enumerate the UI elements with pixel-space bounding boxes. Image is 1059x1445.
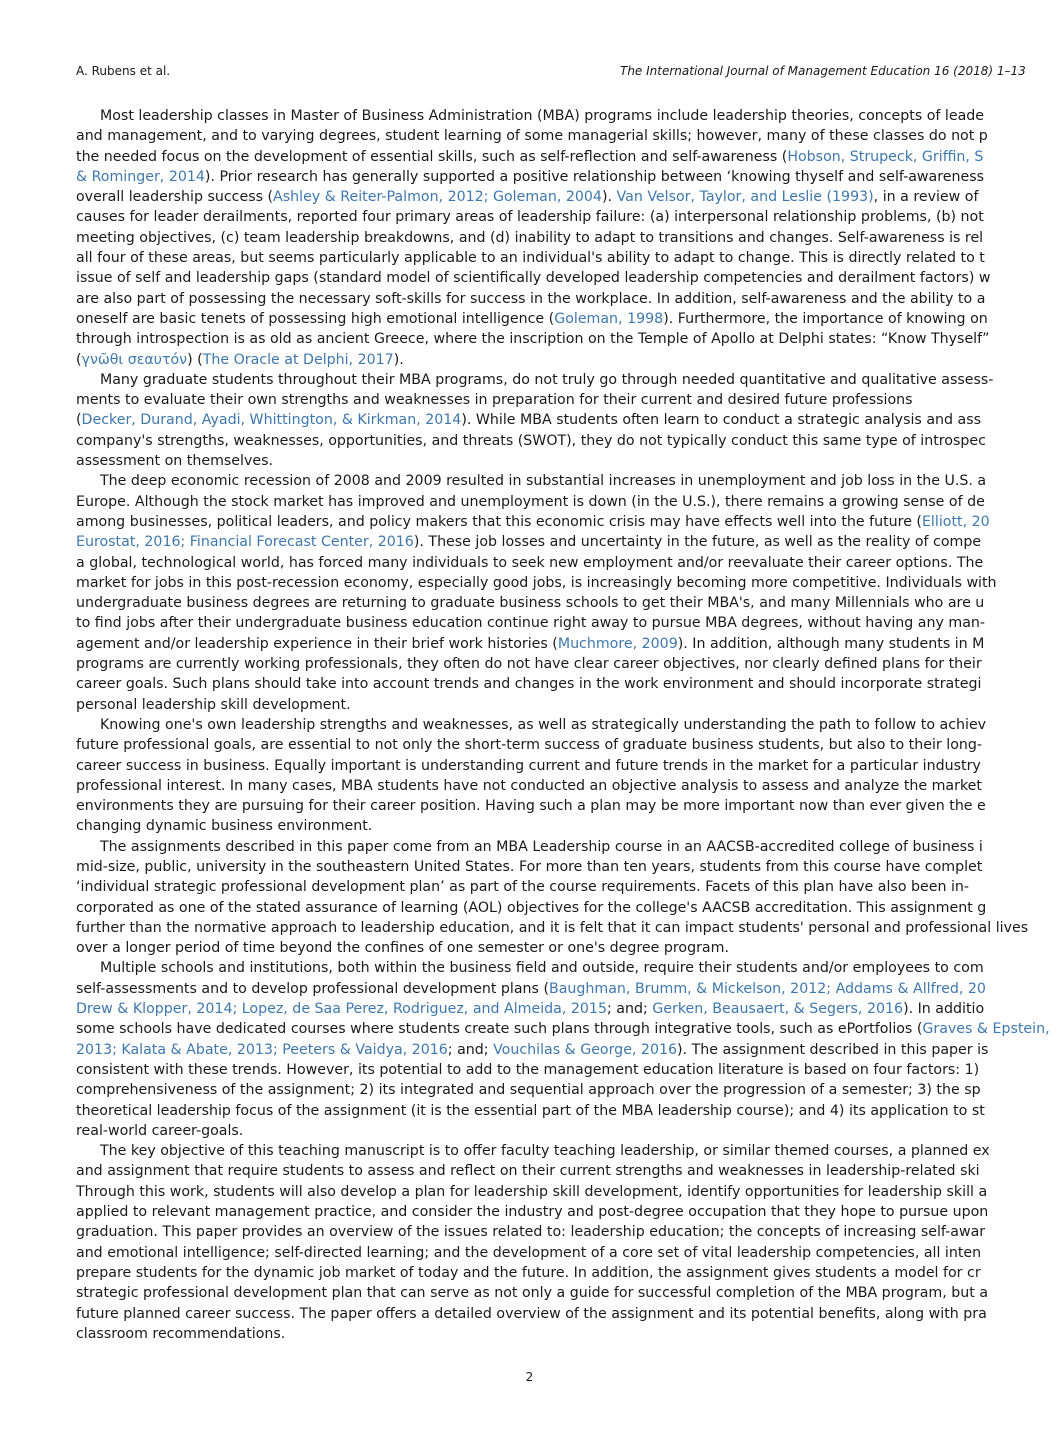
text-line (76, 674, 1059, 694)
text-line (76, 1222, 1059, 1242)
text-run: company's strengths, weaknesses, opportunities, and threats (SWOT), they do not typically conduct this same type of introspec (76, 432, 986, 449)
text-run: assessment on themselves. (76, 453, 273, 470)
text-run: ments to evaluate their own strengths and weaknesses in preparation for their current and desired future professions (76, 392, 913, 409)
text-run: the needed focus on the development of essential skills, such as self-reflection and self-awareness ( (76, 148, 788, 165)
text-run: The assignments described in this paper come from an MBA Leadership course in an AACSB-accredited college of business i (100, 838, 983, 855)
text-line (76, 1182, 1059, 1202)
text-run: ). (601, 189, 617, 206)
text-line (76, 1161, 1059, 1181)
text-line (76, 756, 1059, 776)
text-line (76, 147, 1059, 167)
text-line (76, 268, 1059, 288)
text-line (76, 1080, 1059, 1100)
text-line (76, 126, 1059, 146)
citation-link[interactable]: Drew & Klopper, 2014; Lopez, de Saa Perez, Rodriguez, and Almeida, 2015 (76, 1001, 607, 1018)
text-run: ( (76, 351, 82, 368)
text-run: Many graduate students throughout their MBA programs, do not truly go through needed quantitative and qualitative assess- (100, 371, 994, 388)
text-run: programs are currently working professionals, they often do not have clear career objectives, nor clearly defined plans for their (76, 656, 982, 673)
text-run: strategic professional development plan that can serve as not only a guide for successful completion of the MBA program, but a (76, 1285, 989, 1302)
text-run: Multiple schools and institutions, both within the business field and outside, require their students and/or employees to com (100, 960, 984, 977)
text-line (76, 857, 1059, 877)
text-run: Europe. Although the stock market has improved and unemployment is down (in the U.S.), there remains a growing sense of de (76, 493, 985, 510)
text-line (76, 958, 1059, 978)
text-run: classroom recommendations. (76, 1325, 286, 1342)
text-line (76, 695, 1059, 715)
text-run: a global, technological world, has forced many individuals to seek new employment and/or reevaluate their career options. The (76, 554, 984, 571)
citation-link[interactable]: γνῶθι σεαυτόν (81, 351, 188, 368)
text-run: are also part of possessing the necessary soft-skills for success in the workplace. In addition, self-awareness and the ability to a (76, 290, 986, 307)
text-run: The deep economic recession of 2008 and 2009 resulted in substantial increases in unemployment and job loss in the U.S. a (100, 473, 987, 490)
text-line (76, 1019, 1059, 1039)
text-line (76, 532, 1059, 552)
citation-link[interactable]: 2013; Kalata & Abate, 2013; Peeters & Vaidya, 2016 (76, 1041, 448, 1058)
text-run: ). In additio (903, 1001, 985, 1018)
text-line (76, 1101, 1059, 1121)
citation-link[interactable]: Elliott, 20 (921, 513, 990, 530)
text-run: future professional goals, are essential to not only the short-term success of graduate business students, but also to their long- (76, 737, 982, 754)
text-line (76, 410, 1059, 430)
text-line (76, 187, 1059, 207)
text-line (76, 228, 1059, 248)
text-line (76, 1121, 1059, 1141)
text-line (76, 1283, 1059, 1303)
text-run: environments they are pursuing for their career position. Having such a plan may be more important now than ever given the e (76, 798, 986, 815)
text-run: applied to relevant management practice, and consider the industry and post-degree occupation that they hope to pursue upon (76, 1204, 989, 1221)
text-run: career goals. Such plans should take into account trends and changes in the work environment and should incorporate strategi (76, 676, 982, 693)
text-run: some schools have dedicated courses where students create such plans through integrative tools, such as ePortfolios ( (76, 1021, 923, 1038)
text-line (76, 167, 1059, 187)
text-line (76, 289, 1059, 309)
text-line (76, 573, 1059, 593)
text-run: meeting objectives, (c) team leadership breakdowns, and (d) inability to adapt to transitions and changes. Self-awareness is rel (76, 229, 984, 246)
text-run: ( (76, 412, 82, 429)
citation-link[interactable]: Gerken, Beausaert, & Segers, 2016 (652, 1001, 904, 1018)
text-run: Knowing one's own leadership strengths and weaknesses, as well as strategically understanding the path to follow to achiev (100, 716, 987, 733)
text-line (76, 471, 1059, 491)
text-line (76, 776, 1059, 796)
text-run: ). (393, 351, 404, 368)
running-header-journal: The International Journal of Management Education 16 (2018) 1–13 (620, 64, 1026, 78)
text-run: ). Furthermore, the importance of knowing on (663, 310, 988, 327)
text-line (76, 593, 1059, 613)
text-line (76, 918, 1059, 938)
text-run: Through this work, students will also develop a plan for leadership skill development, identify opportunities for leadership skill a (76, 1183, 988, 1200)
text-run: changing dynamic business environment. (76, 818, 373, 835)
citation-link[interactable]: Eurostat, 2016; Financial Forecast Center, 2016 (76, 534, 414, 551)
citation-link[interactable]: Van Velsor, Taylor, and Leslie (1993) (616, 189, 874, 206)
text-run: graduation. This paper provides an overview of the issues related to: leadership education; the concepts of increasing self-awar (76, 1224, 986, 1241)
text-line (76, 553, 1059, 573)
text-line (76, 898, 1059, 918)
text-run: issue of self and leadership gaps (standard model of scientifically developed leadership competencies and derailment factors) w (76, 270, 991, 287)
text-run: among businesses, political leaders, and policy makers that this economic crisis may have effects well into the future ( (76, 513, 922, 530)
text-run: agement and/or leadership experience in their brief work histories ( (76, 635, 558, 652)
citation-link[interactable]: Ashley & Reiter-Palmon, 2012; Goleman, 2004 (273, 189, 602, 206)
text-line (76, 207, 1059, 227)
citation-link[interactable]: The Oracle at Delphi, 2017 (202, 351, 394, 368)
text-line (76, 837, 1059, 857)
text-run: oneself are basic tenets of possessing high emotional intelligence ( (76, 310, 555, 327)
text-line (76, 1040, 1059, 1060)
text-line (76, 877, 1059, 897)
text-line (76, 613, 1059, 633)
citation-link[interactable]: Graves & Epstein, (922, 1021, 1050, 1038)
citation-link[interactable]: Decker, Durand, Ayadi, Whittington, & Kirkman, 2014 (81, 412, 462, 429)
text-line (76, 654, 1059, 674)
text-run: ). The assignment described in this paper is (677, 1041, 989, 1058)
text-line (76, 106, 1059, 126)
text-line (76, 370, 1059, 390)
text-run: ; and; (607, 1001, 653, 1018)
text-run: corporated as one of the stated assurance of learning (AOL) objectives for the college's AACSB accreditation. This assignment g (76, 899, 987, 916)
text-run: ‘individual strategic professional development plan’ as part of the course requirements. Facets of this plan have also been in- (76, 879, 970, 896)
text-line (76, 1324, 1059, 1344)
text-run: ). In addition, although many students in M (677, 635, 985, 652)
text-line (76, 938, 1059, 958)
page-number: 2 (525, 1370, 534, 1384)
text-run: ) ( (187, 351, 203, 368)
running-header-authors: A. Rubens et al. (76, 64, 171, 78)
text-line (76, 1141, 1059, 1161)
text-run: career success in business. Equally important is understanding current and future trends in the market for a particular industry (76, 757, 981, 774)
text-line (76, 329, 1059, 349)
text-run: mid-size, public, university in the southeastern United States. For more than ten years, students from this course have complet (76, 858, 983, 875)
text-line (76, 816, 1059, 836)
text-run: The key objective of this teaching manuscript is to offer faculty teaching leadership, or similar themed courses, a planned ex (100, 1143, 990, 1160)
text-run: and emotional intelligence; self-directed learning; and the development of a core set of vital leadership competencies, all inten (76, 1244, 982, 1261)
text-run: , in a review of (873, 189, 979, 206)
text-run: over a longer period of time beyond the confines of one semester or one's degree program. (76, 940, 729, 957)
text-line (76, 431, 1059, 451)
citation-link[interactable]: Vouchilas & George, 2016 (493, 1041, 678, 1058)
text-line (76, 634, 1059, 654)
text-line (76, 979, 1059, 999)
text-run: professional interest. In many cases, MBA students have not conducted an objective analysis to assess and analyze the market (76, 777, 982, 794)
text-line (76, 492, 1059, 512)
text-run: ). Prior research has generally supported a positive relationship between ‘knowing thyself and self-awareness (204, 168, 984, 185)
text-line (76, 248, 1059, 268)
text-line (76, 309, 1059, 329)
text-run: future planned career success. The paper offers a detailed overview of the assignment and its potential benefits, along with pra (76, 1305, 987, 1322)
text-run: causes for leader derailments, reported four primary areas of leadership failure: (a) interpersonal relationship problems, (b) not (76, 209, 984, 226)
text-line (76, 512, 1059, 532)
text-run: further than the normative approach to leadership education, and it is felt that it can impact students' personal and professional lives (76, 919, 1029, 936)
citation-link[interactable]: Muchmore, 2009 (557, 635, 678, 652)
citation-link[interactable]: Hobson, Strupeck, Griffin, S (787, 148, 984, 165)
text-run: ). While MBA students often learn to conduct a strategic analysis and ass (461, 412, 981, 429)
text-run: comprehensiveness of the assignment; 2) its integrated and sequential approach over the progression of a semester; 3) the sp (76, 1082, 981, 1099)
citation-link[interactable]: Baughman, Brumm, & Mickelson, 2012; Addams & Allfred, 20 (549, 980, 986, 997)
text-line (76, 1304, 1059, 1324)
text-line (76, 1263, 1059, 1283)
text-run: self-assessments and to develop professional development plans ( (76, 980, 549, 997)
text-line (76, 735, 1059, 755)
text-run: all four of these areas, but seems particularly applicable to an individual's ability to adapt to change. This is directly related to t (76, 250, 985, 267)
text-run: through introspection is as old as ancient Greece, where the inscription on the Temple of Apollo at Delphi states: “Know Thyself” (76, 331, 990, 348)
text-run: market for jobs in this post-recession economy, especially good jobs, is increasingly becoming more competitive. Individuals with (76, 574, 997, 591)
text-run: to find jobs after their undergraduate business education continue right away to pursue MBA degrees, without having any man- (76, 615, 986, 632)
text-line (76, 796, 1059, 816)
text-line (76, 1202, 1059, 1222)
text-line (76, 390, 1059, 410)
text-run: consistent with these trends. However, its potential to add to the management education literature is based on four factors: 1) (76, 1061, 980, 1078)
text-run: overall leadership success ( (76, 189, 274, 206)
text-run: Most leadership classes in Master of Business Administration (MBA) programs include leadership theories, concepts of leade (100, 108, 985, 124)
text-run: undergraduate business degrees are returning to graduate business schools to get their MBA's, and many Millennials who are u (76, 595, 985, 612)
text-line (76, 1060, 1059, 1080)
article-body (76, 106, 1059, 1344)
text-run: theoretical leadership focus of the assignment (it is the essential part of the MBA leadership course); and 4) its application to st (76, 1102, 985, 1119)
text-line (76, 999, 1059, 1019)
text-run: real-world career-goals. (76, 1122, 244, 1139)
text-line (76, 451, 1059, 471)
text-run: ; and; (447, 1041, 494, 1058)
text-run: personal leadership skill development. (76, 696, 351, 713)
citation-link[interactable]: Goleman, 1998 (554, 310, 664, 327)
text-line (76, 1243, 1059, 1263)
text-run: ). These job losses and uncertainty in the future, as well as the reality of compe (413, 534, 982, 551)
text-run: prepare students for the dynamic job market of today and the future. In addition, the assignment gives students a model for cr (76, 1264, 981, 1281)
text-run: and assignment that require students to assess and reflect on their current strengths and weaknesses in leadership-related ski (76, 1163, 980, 1180)
text-run: and management, and to varying degrees, student learning of some managerial skills; however, many of these classes do not p (76, 128, 988, 145)
citation-link[interactable]: & Rominger, 2014 (76, 168, 205, 185)
text-line (76, 350, 1059, 370)
text-line (76, 715, 1059, 735)
